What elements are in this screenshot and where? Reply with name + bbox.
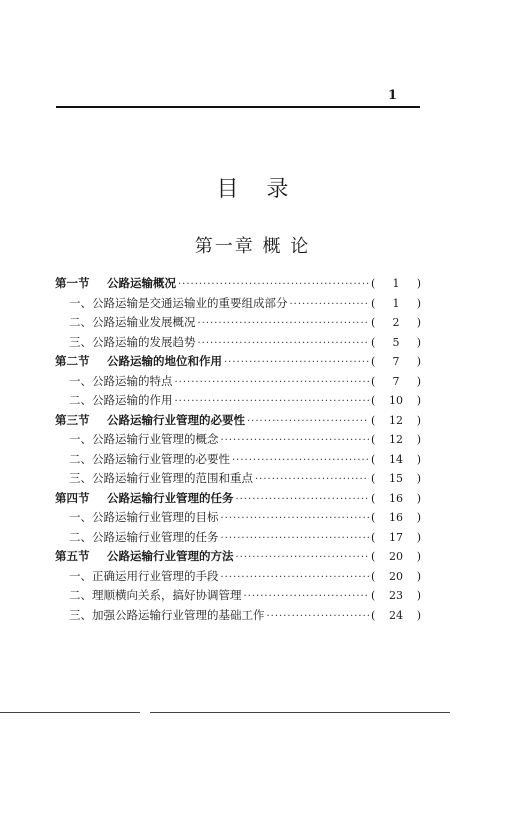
toc-entry-text: 二、公路运输行业管理的任务	[69, 529, 219, 544]
toc-page-ref	[371, 414, 421, 427]
toc-section-row	[55, 353, 421, 373]
toc-page-number: 10	[389, 394, 403, 407]
toc-page-ref	[371, 550, 421, 563]
toc-leader-dots	[236, 494, 370, 505]
open-paren: (	[371, 491, 376, 505]
close-paren: )	[416, 608, 421, 622]
toc-leader-dots	[175, 396, 370, 407]
toc-item-row	[55, 607, 421, 627]
toc-entry-text: 一、公路运输的特点	[69, 373, 173, 388]
toc-entry-text: 二、公路运输行业管理的必要性	[69, 451, 230, 466]
toc-leader-dots	[175, 377, 370, 388]
toc-leader-dots	[247, 416, 369, 427]
toc-entry-text: 二、公路运输业发展概况	[69, 315, 196, 329]
toc-page-ref	[371, 609, 421, 622]
toc-page-ref	[371, 511, 421, 524]
toc-leader-dots	[198, 318, 370, 329]
toc-page-number: 5	[392, 335, 400, 349]
open-paren: (	[371, 413, 376, 427]
toc-leader-dots	[255, 474, 369, 485]
open-paren: (	[371, 569, 376, 583]
toc-section-row	[55, 275, 421, 295]
chapter-heading: 第一章 概 论	[194, 236, 311, 257]
toc-leader-dots	[232, 455, 369, 466]
toc-page-number: 24	[389, 608, 403, 622]
toc-leader-dots	[221, 435, 370, 446]
toc-section-label: 第一节	[55, 276, 90, 290]
toc-leader-dots	[221, 572, 370, 583]
close-paren: )	[416, 472, 421, 485]
toc-page-number: 23	[389, 589, 403, 602]
toc-leader-dots	[221, 533, 370, 544]
toc-item-row	[55, 470, 421, 490]
toc-leader-dots	[244, 591, 370, 602]
toc-leader-dots	[267, 611, 370, 622]
toc-section-label: 第四节	[55, 490, 90, 505]
toc-page-ref	[371, 492, 421, 505]
close-paren: )	[416, 569, 421, 583]
toc-page-ref	[371, 316, 421, 329]
toc-page-ref	[371, 472, 421, 485]
toc-item-row	[55, 431, 421, 451]
toc-leader-dots	[198, 338, 370, 349]
toc-page-ref	[371, 355, 421, 368]
open-paren: (	[371, 374, 376, 388]
toc-item-row	[55, 529, 421, 549]
close-paren: )	[416, 355, 421, 368]
open-paren: (	[371, 511, 376, 524]
toc-page-number: 14	[389, 452, 403, 466]
open-paren: (	[371, 316, 376, 329]
toc-page-ref	[371, 277, 421, 290]
toc-page-number: 7	[392, 374, 400, 388]
toc-section-label: 第三节	[55, 412, 90, 427]
toc-entry-text: 一、公路运输行业管理的概念	[69, 432, 219, 446]
close-paren: )	[416, 394, 421, 407]
toc-leader-dots	[178, 279, 369, 290]
toc-section-row	[55, 548, 421, 568]
close-paren: )	[416, 335, 421, 349]
toc-section-row	[55, 490, 421, 510]
toc-page-number: 15	[389, 472, 403, 485]
toc-entry-text: 三、公路运输行业管理的范围和重点	[69, 471, 253, 485]
open-paren: (	[371, 608, 376, 622]
toc-page-number: 1	[392, 296, 400, 310]
toc-entry-text: 二、公路运输的作用	[69, 393, 173, 407]
close-paren: )	[416, 530, 421, 544]
toc-page-number: 12	[389, 413, 403, 427]
close-paren: )	[416, 452, 421, 466]
close-paren: )	[416, 550, 421, 563]
toc-entry-text: 公路运输行业管理的任务	[107, 490, 234, 505]
toc-entry-text: 公路运输概况	[107, 276, 176, 290]
toc-item-row	[55, 587, 421, 607]
open-paren: (	[371, 394, 376, 407]
toc-page-number: 17	[389, 530, 403, 544]
open-paren: (	[371, 277, 376, 290]
toc-entry-text: 三、加强公路运输行业管理的基础工作	[69, 607, 265, 622]
open-paren: (	[371, 589, 376, 602]
open-paren: (	[371, 296, 376, 310]
open-paren: (	[371, 530, 376, 544]
toc-leader-dots	[236, 552, 370, 563]
close-paren: )	[416, 433, 421, 446]
close-paren: )	[416, 589, 421, 602]
toc-item-row	[55, 314, 421, 334]
open-paren: (	[371, 335, 376, 349]
toc-item-row	[55, 373, 421, 393]
footer-rule-right	[150, 712, 450, 713]
open-paren: (	[371, 433, 376, 446]
toc-item-row	[55, 334, 421, 354]
open-paren: (	[371, 550, 376, 563]
toc-page-number: 2	[392, 316, 400, 329]
page-number: 1	[388, 88, 398, 103]
close-paren: )	[416, 511, 421, 524]
toc-page-ref	[371, 531, 421, 544]
toc-entry-text: 公路运输的地位和作用	[107, 354, 222, 368]
page-title: 目录	[216, 177, 317, 202]
toc-page-number: 20	[389, 569, 403, 583]
toc-page-ref	[371, 336, 421, 349]
toc-entry-text: 一、公路运输行业管理的目标	[69, 510, 219, 524]
close-paren: )	[416, 413, 421, 427]
close-paren: )	[416, 316, 421, 329]
toc-entry-text: 二、理顺横向关系，搞好协调管理	[69, 588, 242, 602]
toc-item-row	[55, 451, 421, 471]
toc-page-number: 1	[392, 277, 400, 290]
toc-page-ref	[371, 394, 421, 407]
open-paren: (	[371, 452, 376, 466]
close-paren: )	[416, 277, 421, 290]
close-paren: )	[416, 491, 421, 505]
toc-item-row	[55, 568, 421, 588]
toc-page-ref	[371, 433, 421, 446]
toc-item-row	[55, 392, 421, 412]
toc-page-number: 20	[389, 550, 403, 563]
toc-entry-text: 公路运输行业管理的必要性	[107, 412, 245, 427]
toc-page-ref	[371, 297, 421, 310]
toc-entry-text: 一、正确运用行业管理的手段	[69, 568, 219, 583]
close-paren: )	[416, 296, 421, 310]
toc-page-ref	[371, 453, 421, 466]
toc-leader-dots	[224, 357, 369, 368]
toc-page-number: 16	[389, 491, 403, 505]
toc-page-number: 16	[389, 511, 403, 524]
toc-section-label: 第五节	[55, 549, 90, 563]
header-rule	[56, 106, 420, 108]
footer-rule-left	[0, 712, 140, 713]
toc-entry-text: 一、公路运输是交通运输业的重要组成部分	[69, 295, 288, 310]
toc-page-number: 7	[392, 355, 400, 368]
toc-section-row	[55, 412, 421, 432]
toc-entry-text: 三、公路运输的发展趋势	[69, 334, 196, 349]
open-paren: (	[371, 472, 376, 485]
toc-section-label: 第二节	[55, 354, 90, 368]
toc-leader-dots	[290, 299, 370, 310]
close-paren: )	[416, 374, 421, 388]
toc-page-ref	[371, 589, 421, 602]
toc-page-ref	[371, 570, 421, 583]
table-of-contents	[55, 275, 421, 626]
toc-item-row	[55, 509, 421, 529]
toc-leader-dots	[221, 513, 370, 524]
toc-page-ref	[371, 375, 421, 388]
open-paren: (	[371, 355, 376, 368]
toc-page-number: 12	[389, 433, 403, 446]
toc-item-row	[55, 295, 421, 315]
toc-entry-text: 公路运输行业管理的方法	[107, 549, 234, 563]
